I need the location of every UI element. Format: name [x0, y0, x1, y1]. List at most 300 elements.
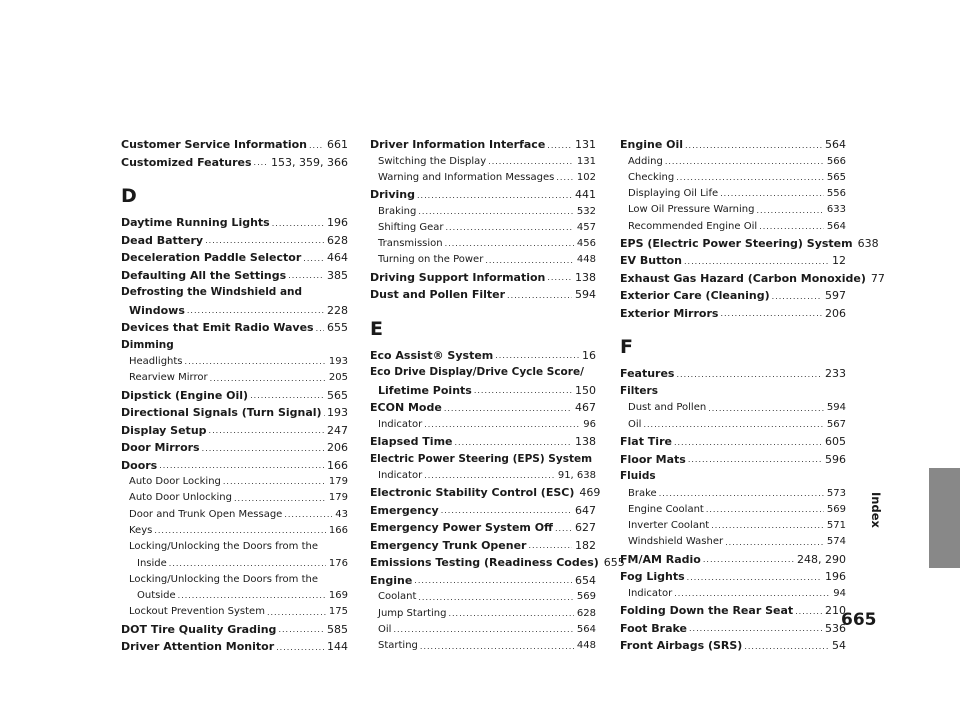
dot-leader	[303, 255, 324, 263]
entry-label: Features	[620, 367, 675, 381]
dot-leader	[555, 525, 572, 533]
index-entry	[620, 602, 846, 620]
entry-label: Emergency Trunk Opener	[370, 538, 527, 552]
entry-label: Driving	[370, 188, 415, 202]
entry-label: EPS (Electric Power Steering) System	[620, 236, 853, 250]
dot-leader	[708, 405, 824, 413]
dot-leader	[234, 495, 326, 503]
dot-leader	[455, 439, 573, 447]
dot-leader	[485, 257, 574, 265]
entry-label: Indicator	[628, 587, 673, 599]
dot-leader	[684, 258, 829, 266]
index-subentry	[620, 219, 846, 235]
page-reference: 205	[328, 372, 348, 384]
dot-leader	[720, 190, 824, 198]
page-reference: 556	[826, 188, 846, 200]
entry-label: Driving Support Information	[370, 270, 546, 284]
entry-label: Shifting Gear	[378, 221, 444, 233]
dot-leader	[288, 272, 324, 280]
page-reference: 655	[327, 321, 348, 334]
entry-label: Emergency	[370, 503, 439, 517]
entry-label: Door and Trunk Open Message	[129, 508, 283, 520]
entry-label: Eco Assist® System	[370, 348, 494, 362]
page-reference: 150	[575, 383, 596, 397]
index-entry	[620, 620, 846, 638]
index-entry	[370, 382, 596, 400]
dot-leader	[223, 478, 326, 486]
page-reference: 182	[575, 538, 596, 552]
entry-label: Engine Oil	[620, 138, 684, 151]
entry-label: Driver Information Interface	[370, 138, 546, 151]
dot-leader	[424, 472, 555, 480]
index-entry	[121, 232, 348, 250]
index-entry	[620, 136, 846, 154]
dot-leader	[703, 556, 794, 564]
entry-label: Elapsed Time	[370, 435, 453, 449]
entry-label: Windshield Washer	[628, 536, 724, 548]
index-subentry	[121, 604, 348, 620]
dot-leader	[759, 223, 824, 231]
page-reference: 597	[825, 289, 846, 303]
dot-leader	[676, 174, 824, 182]
index-entry	[370, 269, 596, 287]
entry-label: Displaying Oil Life	[628, 188, 719, 200]
entry-label: Exterior Care (Cleaning)	[620, 289, 770, 303]
index-entry	[121, 302, 348, 320]
dot-leader	[556, 174, 574, 182]
index-subentry	[370, 154, 596, 170]
index-entry	[370, 136, 596, 154]
page-reference: 175	[328, 606, 348, 618]
dot-leader	[689, 625, 822, 633]
index-entry	[370, 502, 596, 520]
dot-leader	[720, 310, 822, 318]
entry-label: Emissions Testing (Readiness Codes)	[370, 556, 599, 570]
page-reference: 233	[825, 367, 846, 381]
dot-leader	[665, 158, 824, 166]
index-subentry	[620, 486, 846, 502]
index-subentry	[370, 220, 596, 236]
dot-leader	[674, 590, 830, 598]
dot-leader	[202, 445, 324, 453]
entry-label: Deceleration Paddle Selector	[121, 251, 302, 264]
entry-label: Indicator	[378, 418, 423, 430]
dot-leader	[418, 208, 574, 216]
entry-label: Transmission	[378, 238, 443, 250]
page-reference: 456	[576, 238, 596, 250]
index-subentry	[121, 354, 348, 370]
entry-label: Fog Lights	[620, 570, 685, 584]
dot-leader	[441, 507, 572, 515]
entry-label: DOT Tire Quality Grading	[121, 622, 277, 636]
index-subentry	[121, 588, 348, 604]
page-reference: 661	[327, 138, 348, 151]
index-subentry	[620, 586, 846, 602]
index-entry	[620, 568, 846, 586]
index-entry	[370, 433, 596, 451]
page-reference: 248, 290	[797, 552, 846, 566]
entry-label: Switching the Display	[378, 155, 487, 167]
entry-label: Exterior Mirrors	[620, 306, 719, 320]
dot-leader	[316, 325, 324, 333]
entry-label: Braking	[378, 205, 417, 217]
index-subentry	[370, 589, 596, 605]
dot-leader	[185, 358, 326, 366]
index-entry	[121, 638, 348, 656]
entry-label: Floor Mats	[620, 452, 686, 466]
entry-label: ECON Mode	[370, 401, 442, 415]
entry-label: Outside	[137, 590, 176, 602]
dot-leader	[507, 292, 572, 300]
page-reference: 469	[579, 486, 601, 500]
index-entry	[620, 235, 879, 253]
page-reference: 441	[575, 188, 596, 202]
page-reference: 569	[826, 503, 846, 515]
page-reference: 94	[833, 587, 846, 599]
page-reference: 596	[825, 452, 846, 466]
index-subentry	[121, 556, 348, 572]
entry-label: Oil	[628, 418, 642, 430]
index-subentry	[620, 518, 846, 534]
entry-label: Inside	[137, 557, 167, 569]
dot-leader	[711, 522, 824, 530]
entry-label: Engine Coolant	[628, 503, 704, 515]
page-reference: 567	[826, 418, 846, 430]
index-entry	[620, 305, 846, 323]
dot-leader	[254, 159, 268, 167]
dot-leader	[418, 594, 574, 602]
entry-label: Lockout Prevention System	[129, 606, 265, 618]
dot-leader	[687, 574, 822, 582]
page-reference: 102	[576, 171, 596, 183]
page-reference: 54	[832, 639, 846, 653]
page-reference: 179	[328, 476, 348, 488]
page-reference: 193	[328, 356, 348, 367]
index-entry	[370, 554, 625, 572]
entry-label: Keys	[129, 524, 153, 536]
dot-leader	[187, 307, 324, 315]
entry-label: Coolant	[378, 591, 417, 603]
index-subentry	[370, 468, 596, 484]
dot-leader	[547, 142, 572, 150]
dot-leader	[424, 421, 580, 429]
index-entry	[121, 439, 348, 457]
page-reference: 573	[826, 487, 846, 499]
dot-leader	[474, 387, 572, 395]
page-reference: 169	[328, 590, 348, 602]
dot-leader	[744, 643, 829, 651]
page-reference: 571	[826, 520, 846, 532]
dot-leader	[210, 375, 326, 383]
index-column-1	[121, 136, 348, 656]
page-reference: 564	[826, 220, 846, 232]
index-entry	[121, 136, 348, 154]
index-entry	[370, 519, 596, 537]
entry-label: Door Mirrors	[121, 441, 200, 455]
entry-label: Auto Door Unlocking	[129, 492, 232, 504]
index-subentry	[620, 502, 846, 518]
dot-leader	[446, 224, 574, 232]
index-subentry	[121, 474, 348, 490]
dot-leader	[267, 609, 326, 617]
index-entry	[620, 433, 846, 451]
entry-label: Flat Tire	[620, 435, 672, 449]
page-reference: 654	[575, 573, 596, 587]
dot-leader	[154, 527, 326, 535]
page-reference: 166	[327, 458, 348, 472]
entry-label: Folding Down the Rear Seat	[620, 604, 794, 618]
page-reference: 448	[576, 640, 596, 652]
page-reference: 131	[576, 155, 596, 167]
entry-label: Warning and Information Messages	[378, 171, 555, 183]
dot-leader	[488, 158, 574, 166]
index-entry	[121, 154, 348, 172]
dot-leader	[528, 542, 572, 550]
page-reference: 569	[576, 591, 596, 603]
entry-label: Dust and Pollen	[628, 402, 707, 414]
entry-label: Oil	[378, 623, 392, 635]
page-reference: 138	[575, 435, 596, 449]
dot-leader	[445, 240, 574, 248]
entry-label: Foot Brake	[620, 621, 687, 635]
page-reference: 196	[327, 216, 348, 229]
dot-leader	[688, 456, 822, 464]
dot-leader	[756, 207, 823, 215]
index-letter-heading: F	[620, 336, 633, 359]
index-entry	[620, 365, 846, 383]
index-subentry	[121, 523, 348, 539]
page-reference: 564	[576, 623, 596, 635]
page-reference: 532	[576, 205, 596, 217]
page-reference: 179	[328, 492, 348, 504]
index-entry	[121, 387, 348, 405]
page-reference: 206	[327, 441, 348, 455]
dot-leader	[272, 220, 324, 228]
index-entry-heading: Electric Power Steering (EPS) System	[370, 452, 593, 465]
index-subentry	[370, 170, 596, 186]
entry-label: Indicator	[378, 470, 423, 482]
index-entry	[121, 621, 348, 639]
index-entry	[620, 252, 846, 270]
entry-label: FM/AM Radio	[620, 552, 701, 566]
entry-label: Display Setup	[121, 423, 207, 437]
index-entry-heading: Fluids	[620, 470, 656, 483]
dot-leader	[706, 506, 824, 514]
index-entry	[121, 422, 348, 440]
index-subentry	[620, 186, 846, 202]
page-reference: 457	[576, 221, 596, 233]
index-entry-heading: Filters	[620, 384, 658, 397]
index-entry	[121, 319, 348, 337]
dot-leader	[674, 439, 822, 447]
page-reference: 96	[583, 418, 596, 430]
entry-label: Inverter Coolant	[628, 520, 710, 532]
index-subentry	[370, 252, 596, 268]
entry-label: Exhaust Gas Hazard (Carbon Monoxide)	[620, 271, 866, 285]
index-entry	[121, 214, 348, 232]
entry-label: Engine	[370, 573, 413, 587]
index-subentry	[121, 490, 348, 506]
entry-label: Starting	[378, 640, 418, 652]
page-reference: 536	[825, 621, 846, 635]
index-entry	[370, 537, 596, 555]
dot-leader	[276, 644, 324, 652]
entry-label: Windows	[129, 303, 185, 317]
page-reference: 585	[327, 622, 348, 636]
page-reference: 247	[327, 423, 348, 437]
index-entry	[620, 451, 846, 469]
index-entry-heading: Dimming	[121, 338, 174, 351]
index-subentry-heading: Locking/Unlocking the Doors from the	[129, 573, 319, 585]
section-tab-label: Index	[869, 492, 883, 528]
page-number: 665	[841, 610, 877, 630]
index-subentry	[121, 370, 348, 386]
page-reference: 628	[576, 607, 596, 619]
page-reference: 16	[582, 348, 596, 362]
page-reference: 228	[327, 303, 348, 317]
dot-leader	[448, 610, 573, 618]
index-subentry	[370, 204, 596, 220]
index-entry	[370, 572, 596, 590]
page-reference: 638	[857, 236, 879, 250]
dot-leader	[278, 626, 324, 634]
index-subentry	[370, 622, 596, 638]
dot-leader	[659, 490, 824, 498]
entry-label: Low Oil Pressure Warning	[628, 204, 755, 216]
page-reference: 144	[327, 640, 348, 654]
dot-leader	[772, 293, 822, 301]
entry-label: Checking	[628, 171, 675, 183]
page-reference: 153, 359, 366	[271, 155, 348, 169]
dot-leader	[495, 352, 579, 360]
page-reference: 176	[328, 557, 348, 569]
index-letter-heading: D	[121, 185, 137, 207]
dot-leader	[420, 643, 574, 651]
dot-leader	[676, 371, 822, 379]
page-reference: 628	[327, 233, 348, 247]
dot-leader	[795, 608, 822, 616]
page-reference: 464	[327, 251, 348, 264]
index-letter-heading: E	[370, 317, 383, 340]
entry-label: Dead Battery	[121, 233, 204, 247]
entry-label: Electronic Stability Control (ESC)	[370, 486, 575, 500]
index-subentry	[370, 638, 596, 654]
index-entry	[620, 270, 885, 288]
entry-label: Daytime Running Lights	[121, 216, 270, 229]
entry-label: Directional Signals (Turn Signal)	[121, 406, 322, 420]
page-reference: 565	[826, 171, 846, 183]
page-reference: 627	[575, 521, 596, 535]
dot-leader	[169, 560, 326, 568]
page-reference: 565	[327, 388, 348, 402]
index-entry	[370, 484, 601, 502]
page-reference: 605	[825, 435, 846, 449]
index-entry	[121, 267, 348, 285]
index-subentry	[620, 154, 846, 170]
entry-label: Recommended Engine Oil	[628, 220, 758, 232]
dot-leader	[284, 511, 332, 519]
entry-label: Brake	[628, 487, 657, 499]
index-subentry	[620, 400, 846, 416]
page-reference: 196	[825, 570, 846, 584]
index-entry-heading: Defrosting the Windshield and	[121, 286, 303, 298]
index-subentry	[620, 202, 846, 218]
dot-leader	[547, 274, 572, 282]
index-subentry	[370, 606, 596, 622]
page-reference: 138	[575, 270, 596, 284]
entry-label: Customer Service Information	[121, 138, 307, 151]
dot-leader	[250, 392, 324, 400]
dot-leader	[685, 142, 822, 150]
index-entry	[620, 551, 846, 569]
dot-leader	[643, 421, 823, 429]
entry-label: Jump Starting	[378, 607, 447, 619]
page-reference: 210	[825, 604, 846, 618]
entry-label: Doors	[121, 458, 158, 472]
page-reference: 574	[826, 536, 846, 548]
entry-label: Dipstick (Engine Oil)	[121, 388, 249, 402]
page-reference: 206	[825, 306, 846, 320]
dot-leader	[178, 592, 326, 600]
index-entry-heading: Eco Drive Display/Drive Cycle Score/	[370, 366, 584, 379]
entry-label: Headlights	[129, 356, 183, 367]
page-reference: 564	[825, 138, 846, 151]
index-entry	[370, 347, 596, 365]
dot-leader	[205, 237, 324, 245]
page-reference: 467	[575, 401, 596, 415]
entry-label: Auto Door Locking	[129, 476, 221, 488]
dot-leader	[209, 427, 324, 435]
index-entry	[620, 637, 846, 655]
entry-label: Customized Features	[121, 155, 252, 169]
index-entry	[620, 287, 846, 305]
dot-leader	[393, 626, 573, 634]
section-tab-marker	[929, 468, 960, 568]
page-reference: 633	[826, 204, 846, 216]
page-reference: 91, 638	[557, 470, 596, 482]
entry-label: Adding	[628, 155, 663, 167]
index-entry	[121, 457, 348, 475]
entry-label: Rearview Mirror	[129, 372, 208, 384]
index-subentry-heading: Locking/Unlocking the Doors from the	[129, 541, 319, 553]
index-entry	[370, 286, 596, 304]
index-entry	[370, 399, 596, 417]
index-subentry	[620, 417, 846, 433]
entry-label: Driver Attention Monitor	[121, 640, 275, 654]
page-reference: 77	[870, 271, 885, 285]
dot-leader	[725, 539, 824, 547]
index-subentry	[620, 170, 846, 186]
dot-leader	[159, 462, 324, 470]
index-subentry	[121, 507, 348, 523]
page-reference: 193	[327, 406, 348, 420]
page-reference: 647	[575, 503, 596, 517]
index-column-2	[370, 136, 625, 655]
page-reference: 566	[826, 155, 846, 167]
index-entry	[121, 404, 348, 422]
index-entry	[370, 186, 596, 204]
entry-label: Lifetime Points	[378, 383, 472, 397]
entry-label: Emergency Power System Off	[370, 521, 553, 535]
page-reference: 43	[335, 508, 348, 520]
entry-label: EV Button	[620, 254, 682, 268]
page-reference: 166	[328, 524, 348, 536]
page-reference: 448	[576, 254, 596, 266]
entry-label: Turning on the Power	[378, 254, 484, 266]
index-subentry	[370, 417, 596, 433]
index-subentry	[370, 236, 596, 252]
dot-leader	[414, 577, 572, 585]
